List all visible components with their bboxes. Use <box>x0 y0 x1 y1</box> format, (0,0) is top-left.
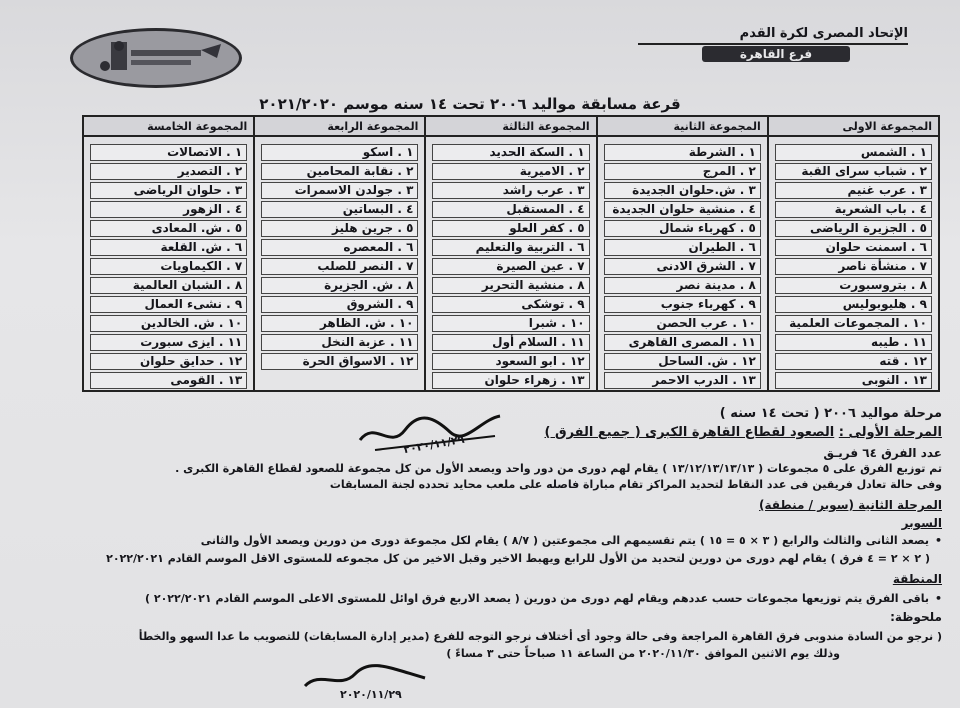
team-cell <box>83 162 254 181</box>
note-line2: وذلك يوم الاثنين الموافق ٢٠٢٠/١١/٣٠ من الساعة ١١ صباحاً حتى ٣ مساءً ) <box>446 647 840 660</box>
team-cell <box>83 295 254 314</box>
team-cell <box>597 333 768 352</box>
team-cell <box>425 276 596 295</box>
note-label: ملحوظة: <box>890 610 942 624</box>
team-name: ١ . السكة الحديد <box>432 144 589 161</box>
team-name: ٤ . الزهور <box>90 201 247 218</box>
stage2-heading: المرحلة الثانية (سوبر / منطقة) <box>759 498 942 512</box>
team-name: ١٢ . قته <box>775 353 932 370</box>
note-line1: ( نرجو من السادة مندوبى فرق القاهرة المراجعة وفى حالة وجود أى أختلاف نرجو التوجه للفرع (مدير إدارة المسابقات) للتصويب ما عدا السهو والخطأ <box>138 630 942 643</box>
table-row <box>83 352 939 371</box>
team-name: ٤ . باب الشعرية <box>775 201 932 218</box>
team-cell <box>254 238 425 257</box>
team-name: ٦ . المعصره <box>261 239 418 256</box>
team-cell <box>83 257 254 276</box>
groups-header-row <box>83 116 939 136</box>
team-cell <box>768 276 939 295</box>
team-name: ١٢ . ابو السعود <box>432 353 589 370</box>
team-cell <box>597 181 768 200</box>
team-name: ١١ . السلام أول <box>432 334 589 351</box>
team-cell <box>768 314 939 333</box>
team-name: ٨ . ش. الجزيرة <box>261 277 418 294</box>
team-cell <box>83 276 254 295</box>
team-name: ٧ . النصر للصلب <box>261 258 418 275</box>
team-cell <box>254 276 425 295</box>
team-cell <box>425 238 596 257</box>
team-cell <box>254 371 425 391</box>
team-name: ٢ . التصدير <box>90 163 247 180</box>
team-cell <box>768 371 939 391</box>
team-cell <box>83 200 254 219</box>
team-cell <box>425 181 596 200</box>
team-name: ٢ . المرج <box>604 163 761 180</box>
team-name: ١١ . ايزى سبورت <box>90 334 247 351</box>
team-cell <box>254 295 425 314</box>
team-cell <box>83 371 254 391</box>
team-cell <box>425 371 596 391</box>
super-label: السوبر <box>901 516 942 530</box>
team-name: ٣ . جولدن الاسمرات <box>261 182 418 199</box>
region-line: • باقى الفرق يتم توزيعها مجموعات حسب عددهم ويقام لهم دورى من دورين ( يصعد الاربع فرق اوائل للمستوى الاعلى الموسم القادم ٢٠٢٢/٢٠٢١ ) <box>145 592 942 605</box>
team-name: ١١ . المصرى القاهرى <box>604 334 761 351</box>
team-name: ٤ . البساتين <box>261 201 418 218</box>
team-name: ١٢ . ش. الساحل <box>604 353 761 370</box>
team-name: ١ . الاتصالات <box>90 144 247 161</box>
team-name: ٥ . الجزيرة الرياضى <box>775 220 932 237</box>
team-name: ٦ . التربية والتعليم <box>432 239 589 256</box>
team-cell <box>768 162 939 181</box>
signature-1-date: ٢٠٢٠/١١/٢٩ <box>402 432 466 457</box>
federation-logo <box>70 28 242 88</box>
team-cell <box>597 371 768 391</box>
team-name: ٥ . ش. المعادى <box>90 220 247 237</box>
signature-2 <box>300 664 430 701</box>
document-title: قرعة مسابقة مواليد ٢٠٠٦ تحت ١٤ سنه موسم ٢٠٢١/٢٠٢٠ <box>259 95 681 113</box>
region-label: المنطقة <box>892 572 942 586</box>
team-cell <box>83 181 254 200</box>
team-cell <box>254 181 425 200</box>
federation-name: الإتحاد المصرى لكرة القدم <box>638 26 908 45</box>
team-name: ٥ . جرين هليز <box>261 220 418 237</box>
team-cell <box>768 200 939 219</box>
team-cell <box>768 333 939 352</box>
group-4-header: المجموعة الرابعة <box>254 116 425 136</box>
team-name: ٧ . الكيماويات <box>90 258 247 275</box>
team-cell <box>254 162 425 181</box>
table-row <box>83 257 939 276</box>
team-name: ١٠ . ش. الخالدين <box>90 315 247 332</box>
team-name: ٨ . مدينة نصر <box>604 277 761 294</box>
stage1-row <box>545 425 943 440</box>
team-cell <box>425 257 596 276</box>
team-name: ٣ . عرب غنيم <box>775 182 932 199</box>
team-cell <box>83 219 254 238</box>
team-name: ٤ . المستقبل <box>432 201 589 218</box>
team-name: ٦ . الطيران <box>604 239 761 256</box>
table-row <box>83 333 939 352</box>
table-row <box>83 200 939 219</box>
table-row <box>83 136 939 162</box>
team-name: ٩ . كهرباء جنوب <box>604 296 761 313</box>
team-name: ٣ . حلوان الرياضى <box>90 182 247 199</box>
team-cell <box>83 352 254 371</box>
table-row <box>83 295 939 314</box>
group-3-header: المجموعة الثالثة <box>425 116 596 136</box>
team-name: ١٣ . زهراء حلوان <box>432 372 589 389</box>
team-name: ٦ . اسمنت حلوان <box>775 239 932 256</box>
team-cell <box>597 200 768 219</box>
team-cell <box>83 136 254 162</box>
team-name: ١٠ . عرب الحصن <box>604 315 761 332</box>
team-name: ٣ . ش.حلوان الجديدة <box>604 182 761 199</box>
team-cell <box>254 333 425 352</box>
signature-2-date: ٢٠٢٠/١١/٢٩ <box>340 688 402 701</box>
team-cell <box>254 352 425 371</box>
stage1-text: الصعود لقطاع القاهرة الكبرى ( جميع الفرق ) <box>544 425 835 440</box>
team-name: ١٠ . شبرا <box>432 315 589 332</box>
team-name: ١٠ . المجموعات العلمية <box>775 315 932 332</box>
team-name: ١ . الشمس <box>775 144 932 161</box>
team-cell <box>597 162 768 181</box>
team-cell <box>768 181 939 200</box>
team-cell <box>254 257 425 276</box>
team-cell <box>597 276 768 295</box>
team-name: ٧ . منشأة ناصر <box>775 258 932 275</box>
team-cell <box>597 257 768 276</box>
team-name: ٩ . هليوبوليس <box>775 296 932 313</box>
signature-1 <box>355 410 505 460</box>
branch-badge: فرع القاهرة <box>702 46 850 62</box>
team-name: ١٣ . النوبى <box>775 372 932 389</box>
team-cell <box>768 257 939 276</box>
team-name: ١ . الشرطة <box>604 144 761 161</box>
team-cell <box>597 352 768 371</box>
team-cell <box>83 238 254 257</box>
team-name: ٩ . توشكى <box>432 296 589 313</box>
team-cell <box>768 352 939 371</box>
team-name: ٨ . الشبان العالمية <box>90 277 247 294</box>
team-cell <box>425 162 596 181</box>
team-name: ١١ . عزبة النخل <box>261 334 418 351</box>
team-cell <box>254 136 425 162</box>
team-cell <box>425 136 596 162</box>
team-name: ٨ . بتروسبورت <box>775 277 932 294</box>
table-row <box>83 371 939 391</box>
table-row <box>83 238 939 257</box>
group-2-header: المجموعة الثانية <box>597 116 768 136</box>
team-name: ٧ . الشرق الادنى <box>604 258 761 275</box>
team-name: ٧ . عين الصيرة <box>432 258 589 275</box>
table-row <box>83 181 939 200</box>
team-cell <box>83 333 254 352</box>
team-name: ٩ . الشروق <box>261 296 418 313</box>
team-name: ١١ . طيبه <box>775 334 932 351</box>
team-name: ٥ . كهرباء شمال <box>604 220 761 237</box>
stage-heading: مرحلة مواليد ٢٠٠٦ ( تحت ١٤ سنه ) <box>719 406 942 421</box>
table-row <box>83 314 939 333</box>
team-name: ٥ . كفر العلو <box>432 220 589 237</box>
team-cell <box>254 219 425 238</box>
team-cell <box>597 136 768 162</box>
team-cell <box>597 314 768 333</box>
team-cell <box>597 238 768 257</box>
table-row <box>83 162 939 181</box>
stage1-line2: وفى حالة تعادل فريقين فى عدد النقاط لتحديد المراكز تقام مباراة فاصله على ملعب محايد تحدده لجنة المسابقات <box>329 478 942 491</box>
super-line1: • يصعد الثانى والثالث والرابع ( ٣ × ٥ = ١٥ ) يتم تقسيمهم الى مجموعتين ( ٨/٧ ) يقام لكل مجموعة دورى من دورين ويصعد الأول والثانى <box>201 534 942 547</box>
team-cell <box>768 295 939 314</box>
team-name: ٢ . شباب سراى القبة <box>775 163 932 180</box>
team-cell <box>768 238 939 257</box>
team-cell <box>768 219 939 238</box>
team-cell <box>83 314 254 333</box>
team-name: ٢ . الاميرية <box>432 163 589 180</box>
team-cell <box>768 136 939 162</box>
team-name: ١٠ . ش. الظاهر <box>261 315 418 332</box>
team-cell <box>425 219 596 238</box>
table-row <box>83 276 939 295</box>
team-name: ١٣ . القومى <box>90 372 247 389</box>
team-cell <box>425 352 596 371</box>
groups-table <box>82 115 940 392</box>
team-name: ٨ . منشية التحرير <box>432 277 589 294</box>
team-name: ٤ . منشية حلوان الجديدة <box>604 201 761 218</box>
team-name: ١ . اسكو <box>261 144 418 161</box>
team-cell <box>425 314 596 333</box>
team-name: ٦ . ش. القلعة <box>90 239 247 256</box>
team-cell <box>597 219 768 238</box>
team-cell <box>254 200 425 219</box>
team-name: ٣ . عرب راشد <box>432 182 589 199</box>
team-cell <box>425 200 596 219</box>
team-name: ١٢ . حدايق حلوان <box>90 353 247 370</box>
super-line2: ( ٢ × ٢ = ٤ فرق ) يقام لهم دورى من دورين لتحديد من الأول للرابع ويهبط الاخير وقبل الاخير من كل مجموعه للمستوى الاقل الموسم القادم ٢٠٢٢/٢٠٢١ <box>106 552 930 565</box>
team-name: ٢ . نقابة المحامين <box>261 163 418 180</box>
team-name: ١٣ . الدرب الاحمر <box>604 372 761 389</box>
team-count: عدد الفرق ٦٤ فريـق <box>823 446 942 460</box>
team-name: ١٢ . الاسواق الحرة <box>261 353 418 370</box>
team-cell <box>425 333 596 352</box>
team-cell <box>597 295 768 314</box>
stage1-label: المرحلة الأولى : <box>838 425 942 440</box>
team-cell <box>254 314 425 333</box>
stage1-line1: تم توزيع الفرق على ٥ مجموعات ( ١٣/١٢/١٣/١٣/١٣ ) يقام لهم دورى من دور واحد ويصعد الأول من كل مجموعة للصعود لقطاع القاهرة الكبرى . <box>175 462 942 475</box>
team-cell <box>425 295 596 314</box>
group-1-header: المجموعة الاولى <box>768 116 939 136</box>
group-5-header: المجموعة الخامسة <box>83 116 254 136</box>
table-row <box>83 219 939 238</box>
team-name: ٩ . نشىء العمال <box>90 296 247 313</box>
logo-emblem-icon <box>81 36 231 80</box>
